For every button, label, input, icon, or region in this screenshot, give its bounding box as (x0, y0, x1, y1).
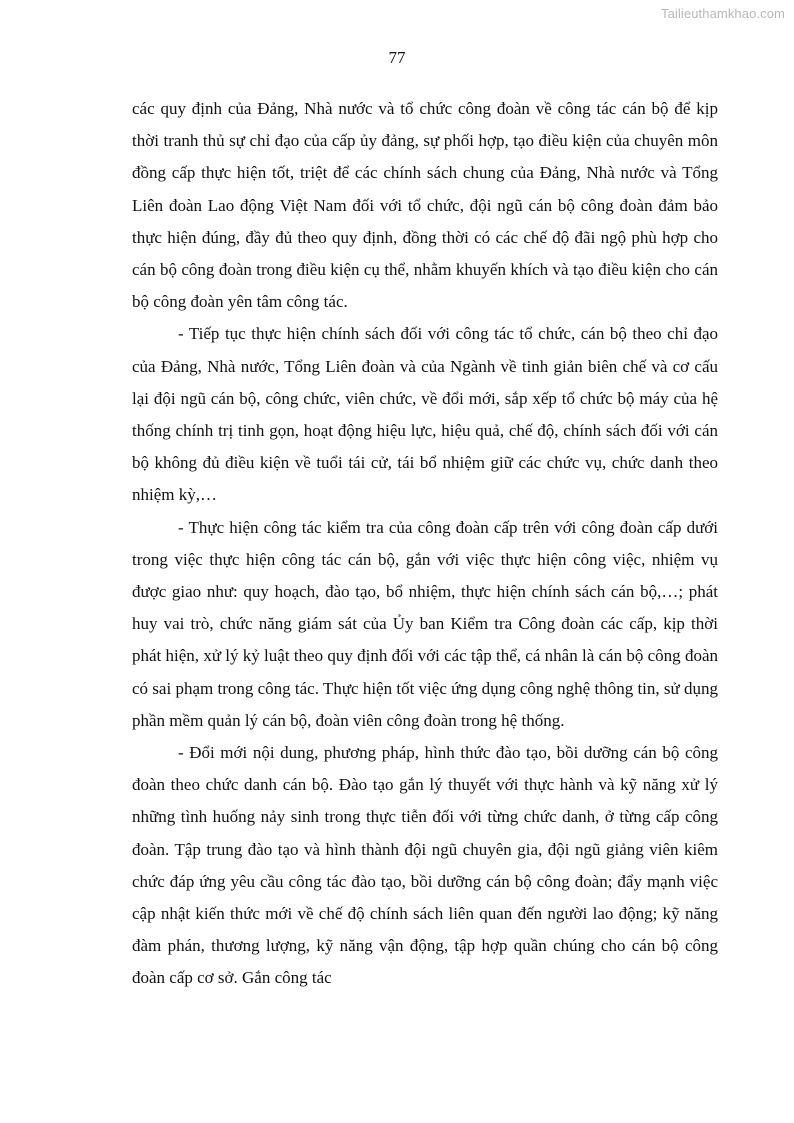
document-body (132, 93, 718, 995)
watermark: Tailieuthamkhao.com (660, 6, 785, 21)
paragraph-training-innovation: - Đổi mới nội dung, phương pháp, hình thức đào tạo, bồi dưỡng cán bộ công đoàn theo chức danh cán bộ. Đào tạo gắn lý thuyết với thực hành và kỹ năng xử lý những tình huống nảy sinh trong thực tiễn đối với từng chức danh, ở từng cấp công đoàn. Tập trung đào tạo và hình thành đội ngũ chuyên gia, đội ngũ giảng viên kiêm chức đáp ứng yêu cầu công tác đào tạo, bồi dưỡng cán bộ công đoàn; đẩy mạnh việc cập nhật kiến thức mới về chế độ chính sách liên quan đến người lao động; kỹ năng đàm phán, thương lượng, kỹ năng vận động, tập hợp quần chúng cho cán bộ công đoàn cấp cơ sở. Gắn công tác (132, 743, 718, 988)
page-number: 77 (388, 48, 406, 67)
paragraph-policy-implementation: - Tiếp tục thực hiện chính sách đối với công tác tổ chức, cán bộ theo chỉ đạo của Đảng, Nhà nước, Tổng Liên đoàn và của Ngành về tinh giản biên chế và cơ cấu lại đội ngũ cán bộ, công chức, viên chức, về đổi mới, sắp xếp tổ chức bộ máy của hệ thống chính trị tinh gọn, hoạt động hiệu lực, hiệu quả, chế độ, chính sách đối với cán bộ không đủ điều kiện về tuổi tái cử, tái bổ nhiệm giữ các chức vụ, chức danh theo nhiệm kỳ,… (132, 324, 718, 505)
paragraph-continuation: các quy định của Đảng, Nhà nước và tổ chức công đoàn về công tác cán bộ để kịp thời tranh thủ sự chỉ đạo của cấp ủy đảng, sự phối hợp, tạo điều kiện của chuyên môn đồng cấp thực hiện tốt, triệt để các chính sách chung của Đảng, Nhà nước và Tổng Liên đoàn Lao động Việt Nam đối với tổ chức, đội ngũ cán bộ công đoàn đảm bảo thực hiện đúng, đầy đủ theo quy định, đồng thời có các chế độ đãi ngộ phù hợp cho cán bộ công đoàn trong điều kiện cụ thể, nhằm khuyến khích và tạo điều kiện cho cán bộ công đoàn yên tâm công tác. (132, 99, 718, 312)
paragraph-inspection-work: - Thực hiện công tác kiểm tra của công đoàn cấp trên với công đoàn cấp dưới trong việc thực hiện công tác cán bộ, gắn với việc thực hiện công việc, nhiệm vụ được giao như: quy hoạch, đào tạo, bổ nhiệm, thực hiện chính sách cán bộ,…; phát huy vai trò, chức năng giám sát của Ủy ban Kiểm tra Công đoàn các cấp, kịp thời phát hiện, xử lý kỷ luật theo quy định đối với các tập thể, cá nhân là cán bộ công đoàn có sai phạm trong công tác. Thực hiện tốt việc ứng dụng công nghệ thông tin, sử dụng phần mềm quản lý cán bộ, đoàn viên công đoàn trong hệ thống. (132, 517, 718, 730)
